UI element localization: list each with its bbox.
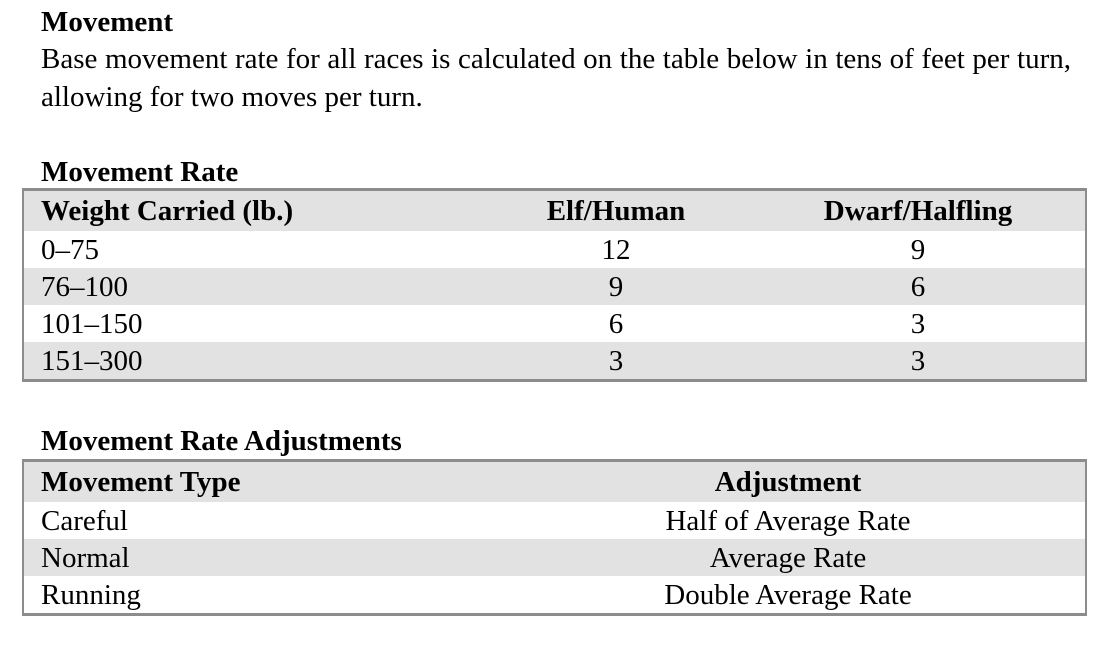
column-header-weight: Weight Carried (lb.)	[23, 190, 481, 232]
movement-rate-adjustments-heading: Movement Rate Adjustments	[41, 425, 402, 457]
movement-rate-table	[22, 188, 1087, 382]
table-row	[23, 231, 1086, 268]
movement-type-cell: Careful	[23, 502, 561, 539]
column-header-adjustment: Adjustment	[561, 461, 1086, 503]
adjustment-cell: Average Rate	[561, 539, 1086, 576]
dwarf-halfling-cell: 6	[751, 268, 1086, 305]
column-header-dwarf-halfling: Dwarf/Halfling	[751, 190, 1086, 232]
movement-type-cell: Normal	[23, 539, 561, 576]
dwarf-halfling-cell: 3	[751, 305, 1086, 342]
table-row	[23, 502, 1086, 539]
table-row	[23, 576, 1086, 615]
dwarf-halfling-cell: 3	[751, 342, 1086, 381]
table-header-row	[23, 461, 1086, 503]
elf-human-cell: 3	[481, 342, 751, 381]
table-row	[23, 539, 1086, 576]
column-header-elf-human: Elf/Human	[481, 190, 751, 232]
table-header-row	[23, 190, 1086, 232]
weight-cell: 151–300	[23, 342, 481, 381]
movement-rate-adjustments-table	[22, 459, 1087, 616]
table-row	[23, 268, 1086, 305]
table-row	[23, 305, 1086, 342]
movement-type-cell: Running	[23, 576, 561, 615]
movement-heading: Movement	[41, 6, 174, 38]
dwarf-halfling-cell: 9	[751, 231, 1086, 268]
weight-cell: 76–100	[23, 268, 481, 305]
adjustment-cell: Double Average Rate	[561, 576, 1086, 615]
adjustment-cell: Half of Average Rate	[561, 502, 1086, 539]
table-row	[23, 342, 1086, 381]
intro-paragraph: Base movement rate for all races is calculated on the table below in tens of feet per turn, allowing for two moves per turn.	[41, 43, 1071, 113]
movement-rate-heading: Movement Rate	[41, 156, 239, 188]
column-header-movement-type: Movement Type	[23, 461, 561, 503]
elf-human-cell: 6	[481, 305, 751, 342]
elf-human-cell: 9	[481, 268, 751, 305]
elf-human-cell: 12	[481, 231, 751, 268]
weight-cell: 101–150	[23, 305, 481, 342]
weight-cell: 0–75	[23, 231, 481, 268]
